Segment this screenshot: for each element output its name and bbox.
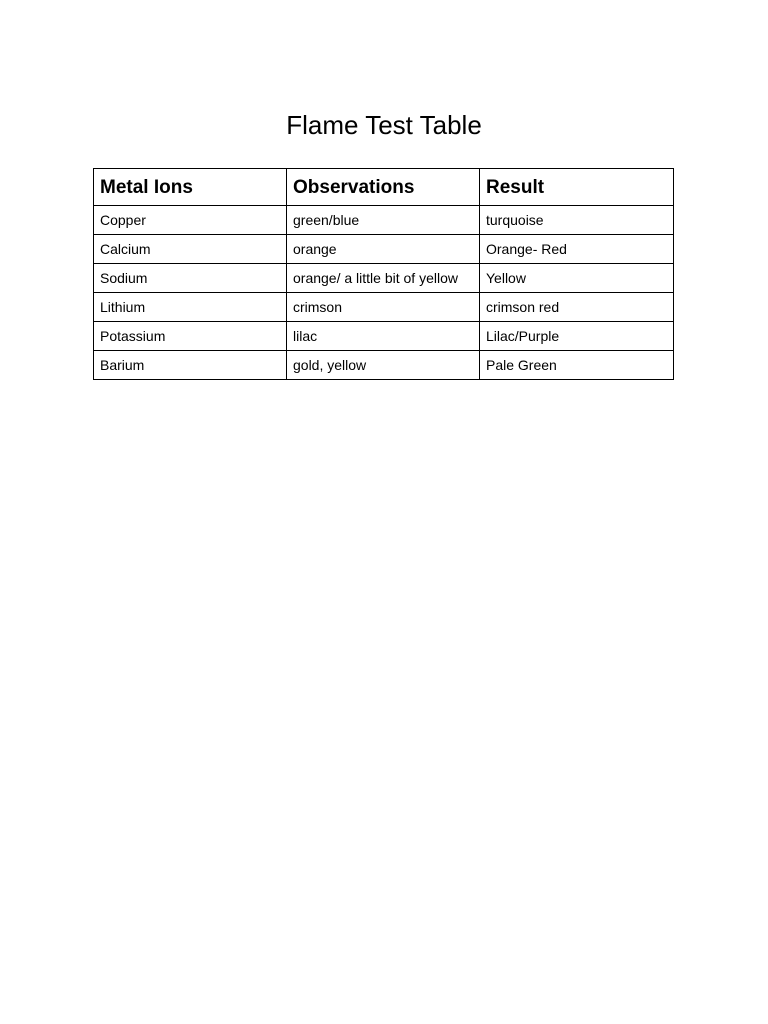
table-cell-metal-ion: Lithium xyxy=(94,293,287,322)
flame-test-table xyxy=(93,168,674,380)
table-cell-observation: orange xyxy=(287,235,480,264)
table-cell-result: Lilac/Purple xyxy=(480,322,674,351)
table-cell-metal-ion: Calcium xyxy=(94,235,287,264)
table-cell-observation: lilac xyxy=(287,322,480,351)
table-row xyxy=(94,264,674,293)
column-header-result: Result xyxy=(480,169,674,206)
table-row xyxy=(94,351,674,380)
table-cell-result: turquoise xyxy=(480,206,674,235)
column-header-metal-ions: Metal Ions xyxy=(94,169,287,206)
table-cell-observation: crimson xyxy=(287,293,480,322)
table-row xyxy=(94,293,674,322)
table-cell-result: Pale Green xyxy=(480,351,674,380)
table-cell-result: crimson red xyxy=(480,293,674,322)
table-cell-metal-ion: Potassium xyxy=(94,322,287,351)
table-cell-observation: orange/ a little bit of yellow xyxy=(287,264,480,293)
table-cell-observation: green/blue xyxy=(287,206,480,235)
table-cell-observation: gold, yellow xyxy=(287,351,480,380)
table-cell-result: Yellow xyxy=(480,264,674,293)
table-row xyxy=(94,235,674,264)
table-cell-metal-ion: Sodium xyxy=(94,264,287,293)
table-row xyxy=(94,322,674,351)
table-cell-metal-ion: Copper xyxy=(94,206,287,235)
table-cell-metal-ion: Barium xyxy=(94,351,287,380)
column-header-observations: Observations xyxy=(287,169,480,206)
page-title: Flame Test Table xyxy=(286,110,482,140)
table-cell-result: Orange- Red xyxy=(480,235,674,264)
table-header-row xyxy=(94,169,674,206)
table-row xyxy=(94,206,674,235)
